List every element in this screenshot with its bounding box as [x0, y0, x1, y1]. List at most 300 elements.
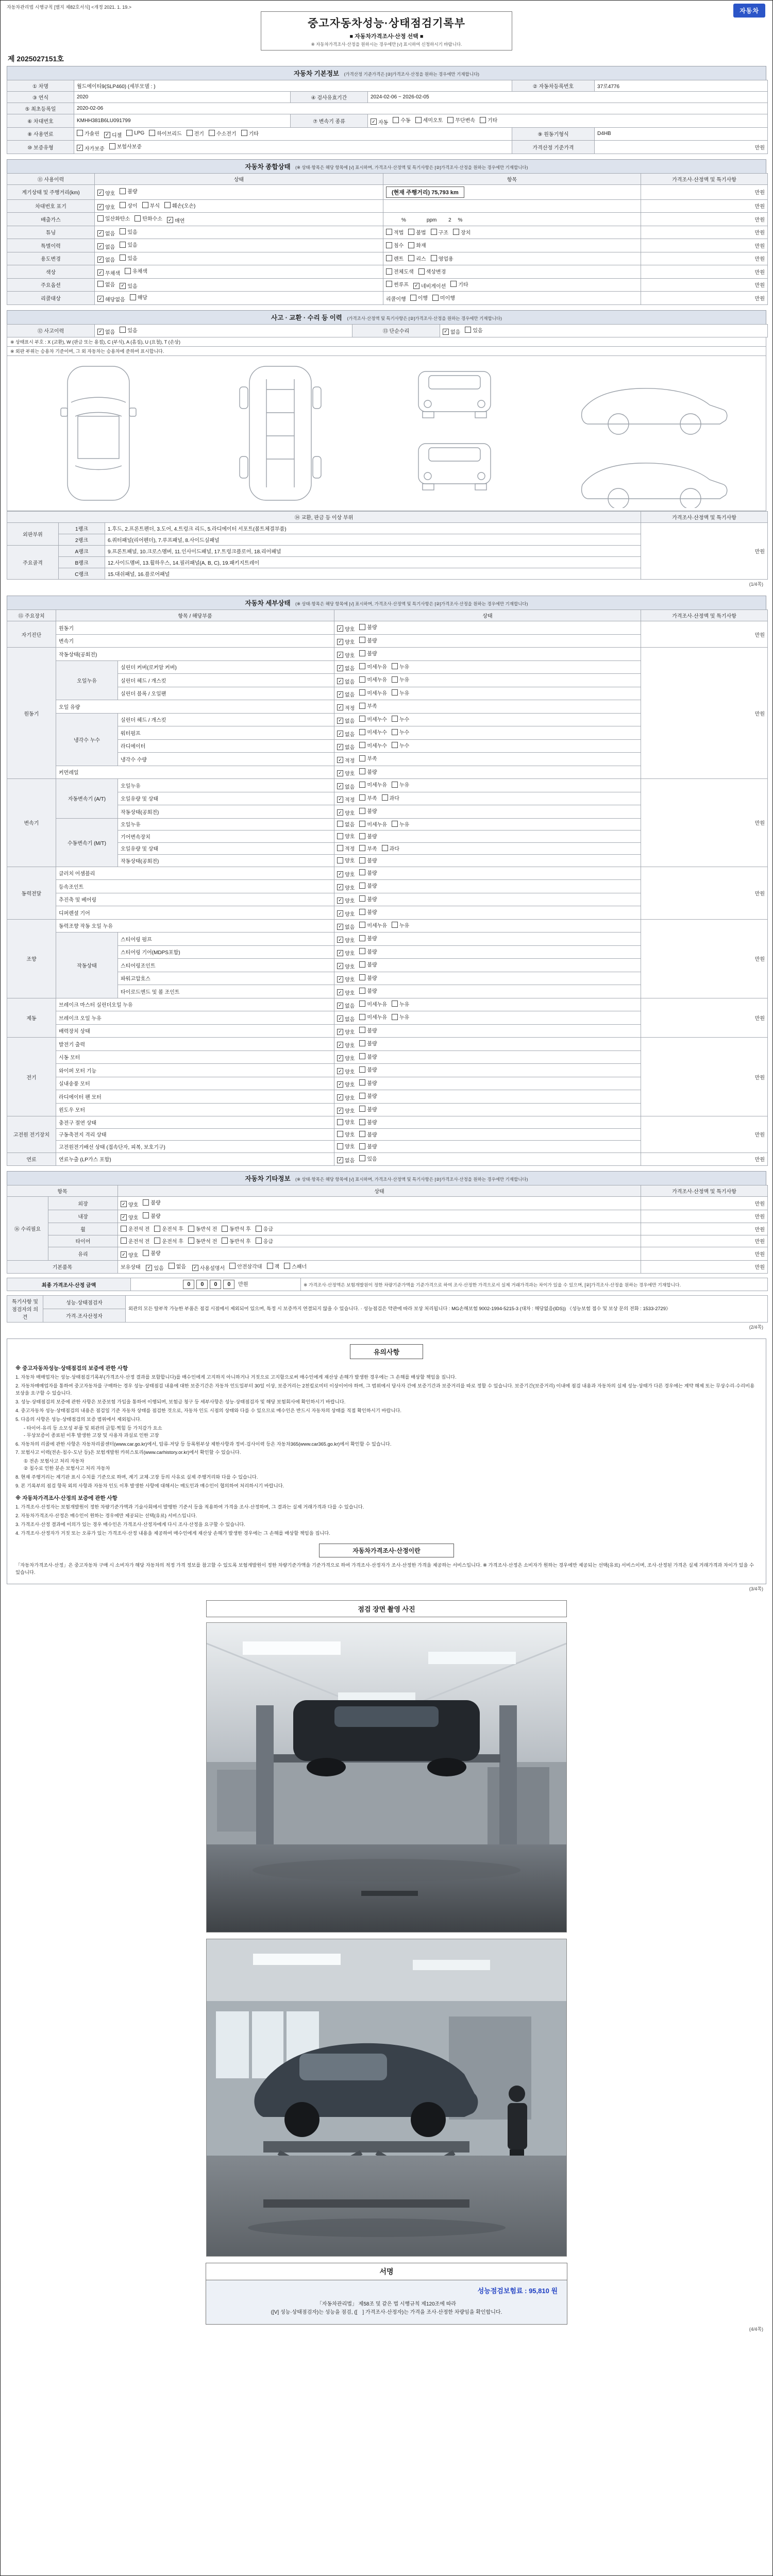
checkbox-option[interactable] — [337, 949, 355, 957]
checkbox-option[interactable] — [337, 923, 355, 930]
checkbox[interactable] — [382, 845, 388, 851]
checkbox-option[interactable] — [337, 1130, 355, 1138]
checkbox[interactable]: ✓ — [192, 1265, 198, 1271]
checkbox-option[interactable] — [392, 1013, 409, 1021]
checkbox-option[interactable] — [359, 1039, 377, 1047]
checkbox[interactable]: ✓ — [77, 145, 83, 151]
checkbox[interactable] — [337, 1131, 343, 1137]
checkbox[interactable] — [431, 255, 437, 261]
checkbox[interactable] — [359, 689, 365, 696]
checkbox[interactable] — [359, 845, 365, 851]
checkbox-option[interactable] — [154, 1237, 183, 1245]
checkbox-option[interactable] — [359, 987, 377, 994]
checkbox[interactable]: ✓ — [97, 257, 104, 263]
checkbox-option[interactable] — [382, 794, 399, 802]
checkbox-option[interactable] — [359, 921, 387, 929]
checkbox-option[interactable] — [392, 675, 409, 683]
checkbox[interactable] — [410, 295, 416, 301]
checkbox[interactable]: ✓ — [337, 1068, 343, 1074]
checkbox-option[interactable] — [97, 328, 115, 335]
checkbox-option[interactable] — [229, 1262, 262, 1270]
checkbox-option[interactable] — [337, 844, 355, 852]
checkbox[interactable] — [359, 742, 365, 748]
checkbox[interactable] — [392, 821, 398, 827]
checkbox-option[interactable] — [337, 1107, 355, 1114]
checkbox-option[interactable] — [392, 781, 409, 788]
checkbox[interactable]: ✓ — [337, 783, 343, 789]
checkbox-option[interactable] — [359, 882, 377, 889]
checkbox[interactable] — [450, 281, 457, 287]
checkbox[interactable] — [126, 130, 132, 136]
checkbox-option[interactable] — [337, 896, 355, 904]
checkbox-option[interactable] — [337, 638, 355, 646]
checkbox-option[interactable] — [359, 1000, 387, 1008]
checkbox-option[interactable] — [359, 895, 377, 903]
checkbox-option[interactable] — [121, 1225, 149, 1232]
checkbox[interactable]: ✓ — [337, 691, 343, 698]
checkbox[interactable] — [359, 703, 365, 709]
checkbox[interactable]: ✓ — [443, 329, 449, 335]
checkbox-option[interactable] — [359, 781, 387, 788]
checkbox-option[interactable] — [109, 142, 142, 150]
checkbox-option[interactable] — [284, 1262, 307, 1270]
checkbox[interactable] — [359, 755, 365, 761]
checkbox[interactable] — [77, 130, 83, 136]
checkbox-option[interactable] — [359, 768, 377, 775]
checkbox[interactable]: ✓ — [337, 1108, 343, 1114]
checkbox-option[interactable] — [359, 1079, 377, 1087]
checkbox-option[interactable] — [121, 1200, 138, 1208]
checkbox-option[interactable] — [393, 116, 410, 124]
checkbox[interactable] — [359, 857, 365, 863]
checkbox[interactable] — [149, 130, 155, 136]
checkbox[interactable] — [359, 663, 365, 669]
checkbox[interactable] — [359, 961, 365, 968]
checkbox-option[interactable] — [77, 129, 99, 137]
checkbox-option[interactable] — [97, 295, 125, 303]
checkbox[interactable] — [392, 676, 398, 683]
checkbox-option[interactable] — [125, 267, 147, 275]
checkbox-option[interactable] — [337, 910, 355, 918]
checkbox-option[interactable] — [337, 783, 355, 790]
checkbox-option[interactable] — [415, 116, 443, 124]
checkbox[interactable] — [229, 1263, 236, 1269]
checkbox[interactable]: ✓ — [167, 217, 173, 223]
checkbox-option[interactable] — [392, 921, 409, 929]
checkbox[interactable]: ✓ — [337, 1094, 343, 1100]
checkbox-option[interactable] — [126, 130, 144, 136]
checkbox[interactable] — [359, 1079, 365, 1086]
checkbox[interactable]: ✓ — [337, 897, 343, 904]
checkbox[interactable] — [337, 1143, 343, 1149]
checkbox-option[interactable] — [97, 214, 130, 222]
checkbox[interactable] — [120, 202, 126, 208]
checkbox-option[interactable] — [359, 1142, 377, 1150]
checkbox[interactable] — [188, 1226, 194, 1232]
checkbox-option[interactable] — [143, 1249, 160, 1257]
checkbox-option[interactable] — [337, 989, 355, 996]
checkbox[interactable]: ✓ — [337, 950, 343, 956]
checkbox[interactable]: ✓ — [97, 296, 104, 302]
checkbox-option[interactable] — [392, 741, 409, 749]
checkbox-option[interactable] — [142, 201, 160, 209]
checkbox[interactable]: ✓ — [337, 1029, 343, 1035]
checkbox-option[interactable] — [386, 255, 404, 262]
checkbox[interactable] — [392, 922, 398, 928]
checkbox[interactable]: ✓ — [120, 283, 126, 289]
checkbox[interactable] — [130, 294, 136, 300]
checkbox[interactable] — [408, 255, 414, 261]
checkbox[interactable] — [392, 782, 398, 788]
checkbox-option[interactable] — [447, 116, 475, 124]
checkbox[interactable] — [386, 229, 392, 235]
checkbox-option[interactable] — [187, 129, 204, 137]
checkbox[interactable]: ✓ — [337, 989, 343, 995]
checkbox[interactable] — [392, 716, 398, 722]
checkbox-option[interactable] — [418, 267, 446, 275]
checkbox[interactable] — [120, 255, 126, 261]
checkbox-option[interactable] — [337, 795, 355, 803]
checkbox[interactable]: ✓ — [337, 718, 343, 724]
checkbox-option[interactable] — [359, 741, 387, 749]
checkbox[interactable]: ✓ — [97, 243, 104, 249]
checkbox-option[interactable] — [359, 1065, 377, 1073]
checkbox[interactable] — [359, 869, 365, 875]
checkbox-option[interactable] — [121, 1213, 138, 1221]
checkbox[interactable]: ✓ — [104, 132, 110, 138]
checkbox-option[interactable] — [359, 1092, 377, 1099]
checkbox-option[interactable] — [135, 214, 162, 222]
checkbox-option[interactable] — [359, 689, 387, 697]
checkbox[interactable] — [143, 1212, 149, 1218]
checkbox[interactable]: ✓ — [337, 1055, 343, 1061]
checkbox-option[interactable] — [120, 326, 137, 334]
checkbox-option[interactable] — [465, 326, 482, 334]
checkbox[interactable] — [222, 1238, 228, 1244]
checkbox-option[interactable] — [241, 129, 259, 137]
checkbox[interactable]: ✓ — [337, 770, 343, 776]
checkbox-option[interactable] — [337, 936, 355, 944]
checkbox-option[interactable] — [480, 116, 497, 124]
checkbox-option[interactable] — [121, 1251, 138, 1259]
checkbox[interactable] — [447, 117, 453, 123]
checkbox-option[interactable] — [337, 730, 355, 738]
checkbox-option[interactable] — [337, 743, 355, 751]
checkbox[interactable] — [359, 716, 365, 722]
checkbox-option[interactable] — [359, 807, 377, 815]
checkbox[interactable] — [337, 833, 343, 839]
checkbox-option[interactable] — [169, 1262, 186, 1270]
checkbox[interactable] — [241, 130, 247, 136]
checkbox[interactable] — [359, 782, 365, 788]
checkbox[interactable]: ✓ — [121, 1251, 127, 1258]
checkbox[interactable]: ✓ — [97, 269, 104, 276]
checkbox[interactable]: ✓ — [121, 1201, 127, 1207]
checkbox-option[interactable] — [192, 1264, 225, 1272]
checkbox[interactable] — [267, 1263, 273, 1269]
checkbox[interactable] — [143, 1250, 149, 1256]
checkbox-option[interactable] — [386, 228, 404, 236]
checkbox-option[interactable] — [121, 1237, 149, 1245]
checkbox[interactable] — [359, 1040, 365, 1046]
checkbox[interactable] — [154, 1226, 160, 1232]
checkbox[interactable]: ✓ — [337, 731, 343, 737]
checkbox-option[interactable] — [256, 1225, 273, 1232]
checkbox[interactable]: ✓ — [337, 910, 343, 917]
checkbox-option[interactable] — [453, 228, 470, 236]
checkbox[interactable] — [135, 215, 141, 222]
checkbox[interactable] — [143, 1199, 149, 1206]
checkbox[interactable] — [142, 202, 148, 208]
checkbox-option[interactable] — [408, 228, 426, 236]
checkbox[interactable] — [359, 1066, 365, 1073]
checkbox-option[interactable] — [382, 844, 399, 852]
checkbox-option[interactable] — [188, 1237, 217, 1245]
checkbox-option[interactable] — [120, 187, 137, 195]
checkbox[interactable]: ✓ — [337, 1081, 343, 1088]
checkbox[interactable] — [359, 833, 365, 839]
checkbox-option[interactable] — [97, 269, 120, 277]
checkbox-option[interactable] — [359, 794, 377, 802]
checkbox-option[interactable] — [97, 280, 115, 288]
checkbox-option[interactable] — [337, 769, 355, 777]
checkbox-option[interactable] — [359, 1155, 377, 1162]
checkbox-option[interactable] — [120, 254, 137, 262]
checkbox-option[interactable] — [120, 282, 137, 290]
checkbox[interactable] — [187, 130, 193, 136]
checkbox-option[interactable] — [359, 856, 377, 864]
checkbox[interactable] — [169, 1263, 175, 1269]
checkbox[interactable] — [209, 130, 215, 136]
checkbox-option[interactable] — [130, 293, 147, 301]
checkbox-option[interactable] — [337, 690, 355, 698]
checkbox[interactable] — [121, 1238, 127, 1244]
checkbox[interactable]: ✓ — [337, 871, 343, 877]
checkbox-option[interactable] — [413, 282, 446, 290]
checkbox-option[interactable] — [432, 294, 455, 301]
checkbox[interactable]: ✓ — [337, 678, 343, 684]
checkbox[interactable] — [359, 1014, 365, 1020]
checkbox-option[interactable] — [97, 189, 115, 197]
checkbox-option[interactable] — [120, 241, 137, 248]
checkbox[interactable] — [359, 974, 365, 980]
checkbox[interactable] — [337, 1119, 343, 1125]
checkbox-option[interactable] — [97, 229, 115, 237]
checkbox-option[interactable] — [359, 663, 387, 670]
checkbox-option[interactable] — [143, 1212, 160, 1219]
checkbox-option[interactable] — [386, 267, 414, 275]
checkbox[interactable] — [392, 663, 398, 669]
checkbox[interactable] — [359, 1143, 365, 1149]
checkbox[interactable] — [382, 794, 388, 801]
checkbox-option[interactable] — [337, 704, 355, 711]
checkbox[interactable]: ✓ — [97, 190, 104, 196]
checkbox[interactable] — [359, 808, 365, 814]
checkbox[interactable]: ✓ — [413, 283, 419, 289]
checkbox-option[interactable] — [77, 144, 105, 152]
checkbox[interactable]: ✓ — [337, 884, 343, 890]
checkbox-option[interactable] — [371, 118, 388, 126]
checkbox[interactable]: ✓ — [337, 1015, 343, 1022]
checkbox[interactable]: ✓ — [337, 1003, 343, 1009]
checkbox[interactable]: ✓ — [337, 704, 343, 710]
checkbox-option[interactable] — [450, 280, 468, 288]
checkbox[interactable] — [359, 794, 365, 801]
checkbox-option[interactable] — [431, 228, 448, 236]
checkbox[interactable] — [359, 624, 365, 630]
checkbox-option[interactable] — [359, 1026, 377, 1034]
checkbox-option[interactable] — [337, 1002, 355, 1009]
checkbox-option[interactable] — [359, 636, 377, 644]
checkbox-option[interactable] — [167, 216, 184, 224]
checkbox-option[interactable] — [267, 1262, 280, 1270]
checkbox[interactable] — [120, 242, 126, 248]
checkbox-option[interactable] — [154, 1225, 183, 1232]
checkbox-option[interactable] — [431, 255, 453, 262]
checkbox-option[interactable] — [337, 1067, 355, 1075]
checkbox[interactable] — [359, 988, 365, 994]
checkbox[interactable] — [392, 689, 398, 696]
checkbox[interactable] — [359, 729, 365, 735]
checkbox[interactable] — [392, 1014, 398, 1020]
checkbox-option[interactable] — [97, 256, 115, 263]
checkbox-option[interactable] — [149, 129, 181, 137]
checkbox-option[interactable] — [337, 870, 355, 878]
checkbox[interactable] — [337, 821, 343, 827]
checkbox-option[interactable] — [337, 1094, 355, 1101]
checkbox[interactable]: ✓ — [337, 639, 343, 645]
checkbox[interactable] — [97, 281, 104, 287]
checkbox-option[interactable] — [359, 1118, 377, 1126]
checkbox[interactable]: ✓ — [337, 924, 343, 930]
checkbox-option[interactable] — [222, 1225, 250, 1232]
checkbox[interactable] — [109, 143, 115, 149]
checkbox[interactable] — [393, 117, 399, 123]
price-survey-select-line[interactable]: ■ 자동차가격조사·산정 선택 ■ — [349, 33, 424, 40]
checkbox[interactable] — [337, 845, 343, 851]
checkbox[interactable] — [453, 229, 459, 235]
checkbox[interactable]: ✓ — [337, 652, 343, 658]
checkbox-option[interactable] — [408, 241, 426, 249]
checkbox-option[interactable] — [443, 328, 460, 335]
checkbox[interactable] — [386, 242, 392, 248]
checkbox-option[interactable] — [410, 294, 428, 301]
checkbox-option[interactable] — [392, 689, 409, 697]
checkbox-option[interactable] — [359, 1105, 377, 1113]
checkbox-option[interactable] — [337, 832, 355, 840]
checkbox-option[interactable] — [337, 1118, 355, 1126]
checkbox[interactable]: ✓ — [337, 796, 343, 803]
checkbox[interactable]: ✓ — [337, 757, 343, 763]
checkbox-option[interactable] — [337, 677, 355, 685]
checkbox[interactable] — [408, 229, 414, 235]
checkbox-option[interactable] — [337, 625, 355, 633]
checkbox-option[interactable] — [392, 663, 409, 670]
checkbox[interactable] — [359, 1119, 365, 1125]
checkbox-option[interactable] — [359, 1053, 377, 1060]
checkbox[interactable] — [392, 742, 398, 748]
checkbox-option[interactable] — [359, 832, 377, 840]
checkbox-option[interactable] — [97, 243, 115, 250]
checkbox[interactable] — [359, 1155, 365, 1161]
checkbox-option[interactable] — [359, 754, 377, 762]
checkbox[interactable] — [125, 268, 131, 274]
checkbox-option[interactable] — [337, 1028, 355, 1036]
checkbox-option[interactable] — [120, 228, 137, 235]
checkbox[interactable] — [154, 1238, 160, 1244]
checkbox-option[interactable] — [359, 820, 387, 828]
checkbox[interactable] — [359, 676, 365, 683]
checkbox-option[interactable] — [337, 1156, 355, 1164]
checkbox[interactable]: ✓ — [97, 329, 104, 335]
checkbox-option[interactable] — [256, 1237, 273, 1245]
checkbox[interactable] — [418, 268, 425, 275]
checkbox[interactable]: ✓ — [337, 963, 343, 969]
checkbox-option[interactable] — [337, 1015, 355, 1023]
checkbox[interactable] — [386, 268, 392, 275]
checkbox[interactable] — [222, 1226, 228, 1232]
checkbox[interactable] — [256, 1226, 262, 1232]
checkbox[interactable] — [386, 281, 392, 287]
checkbox[interactable]: ✓ — [337, 625, 343, 632]
signature-legal-line-2[interactable]: ([V] 성능·상태점검자)는 성능을 점검, ([ ] 가격조사·산정자)는 가격을 조사·산정한 차량임을 확인합니다. — [271, 2309, 502, 2315]
checkbox[interactable] — [359, 1027, 365, 1033]
checkbox-option[interactable] — [359, 974, 377, 981]
checkbox-option[interactable] — [359, 869, 377, 876]
checkbox-option[interactable] — [337, 651, 355, 659]
checkbox-option[interactable] — [337, 962, 355, 970]
checkbox-option[interactable] — [359, 649, 377, 657]
checkbox-option[interactable] — [337, 975, 355, 983]
checkbox[interactable] — [465, 327, 471, 333]
checkbox[interactable]: ✓ — [97, 204, 104, 210]
checkbox-option[interactable] — [337, 1080, 355, 1088]
checkbox-option[interactable] — [392, 820, 409, 828]
checkbox-option[interactable] — [337, 1054, 355, 1062]
checkbox[interactable] — [480, 117, 486, 123]
checkbox[interactable]: ✓ — [337, 744, 343, 750]
checkbox[interactable] — [121, 1226, 127, 1232]
checkbox-option[interactable] — [392, 715, 409, 723]
checkbox-option[interactable] — [359, 623, 377, 631]
checkbox[interactable] — [284, 1263, 290, 1269]
checkbox-option[interactable] — [337, 1142, 355, 1150]
checkbox-option[interactable] — [209, 129, 237, 137]
checkbox[interactable] — [120, 327, 126, 333]
checkbox[interactable]: ✓ — [337, 937, 343, 943]
checkbox[interactable] — [392, 729, 398, 735]
checkbox[interactable] — [359, 1131, 365, 1137]
checkbox[interactable] — [337, 857, 343, 863]
checkbox[interactable]: ✓ — [97, 230, 104, 236]
checkbox[interactable]: ✓ — [337, 1157, 343, 1163]
checkbox[interactable] — [359, 922, 365, 928]
checkbox[interactable]: ✓ — [337, 665, 343, 671]
checkbox[interactable] — [359, 1106, 365, 1112]
checkbox-option[interactable] — [104, 131, 122, 139]
checkbox-option[interactable] — [120, 201, 137, 209]
checkbox-option[interactable] — [337, 856, 355, 864]
checkbox-option[interactable] — [97, 203, 115, 211]
checkbox-option[interactable] — [359, 960, 377, 968]
checkbox-option[interactable] — [359, 908, 377, 916]
checkbox[interactable] — [188, 1238, 194, 1244]
checkbox[interactable] — [359, 935, 365, 941]
checkbox-option[interactable] — [359, 702, 377, 709]
checkbox-option[interactable] — [386, 241, 404, 249]
checkbox-option[interactable] — [337, 1041, 355, 1049]
checkbox-option[interactable] — [337, 664, 355, 672]
